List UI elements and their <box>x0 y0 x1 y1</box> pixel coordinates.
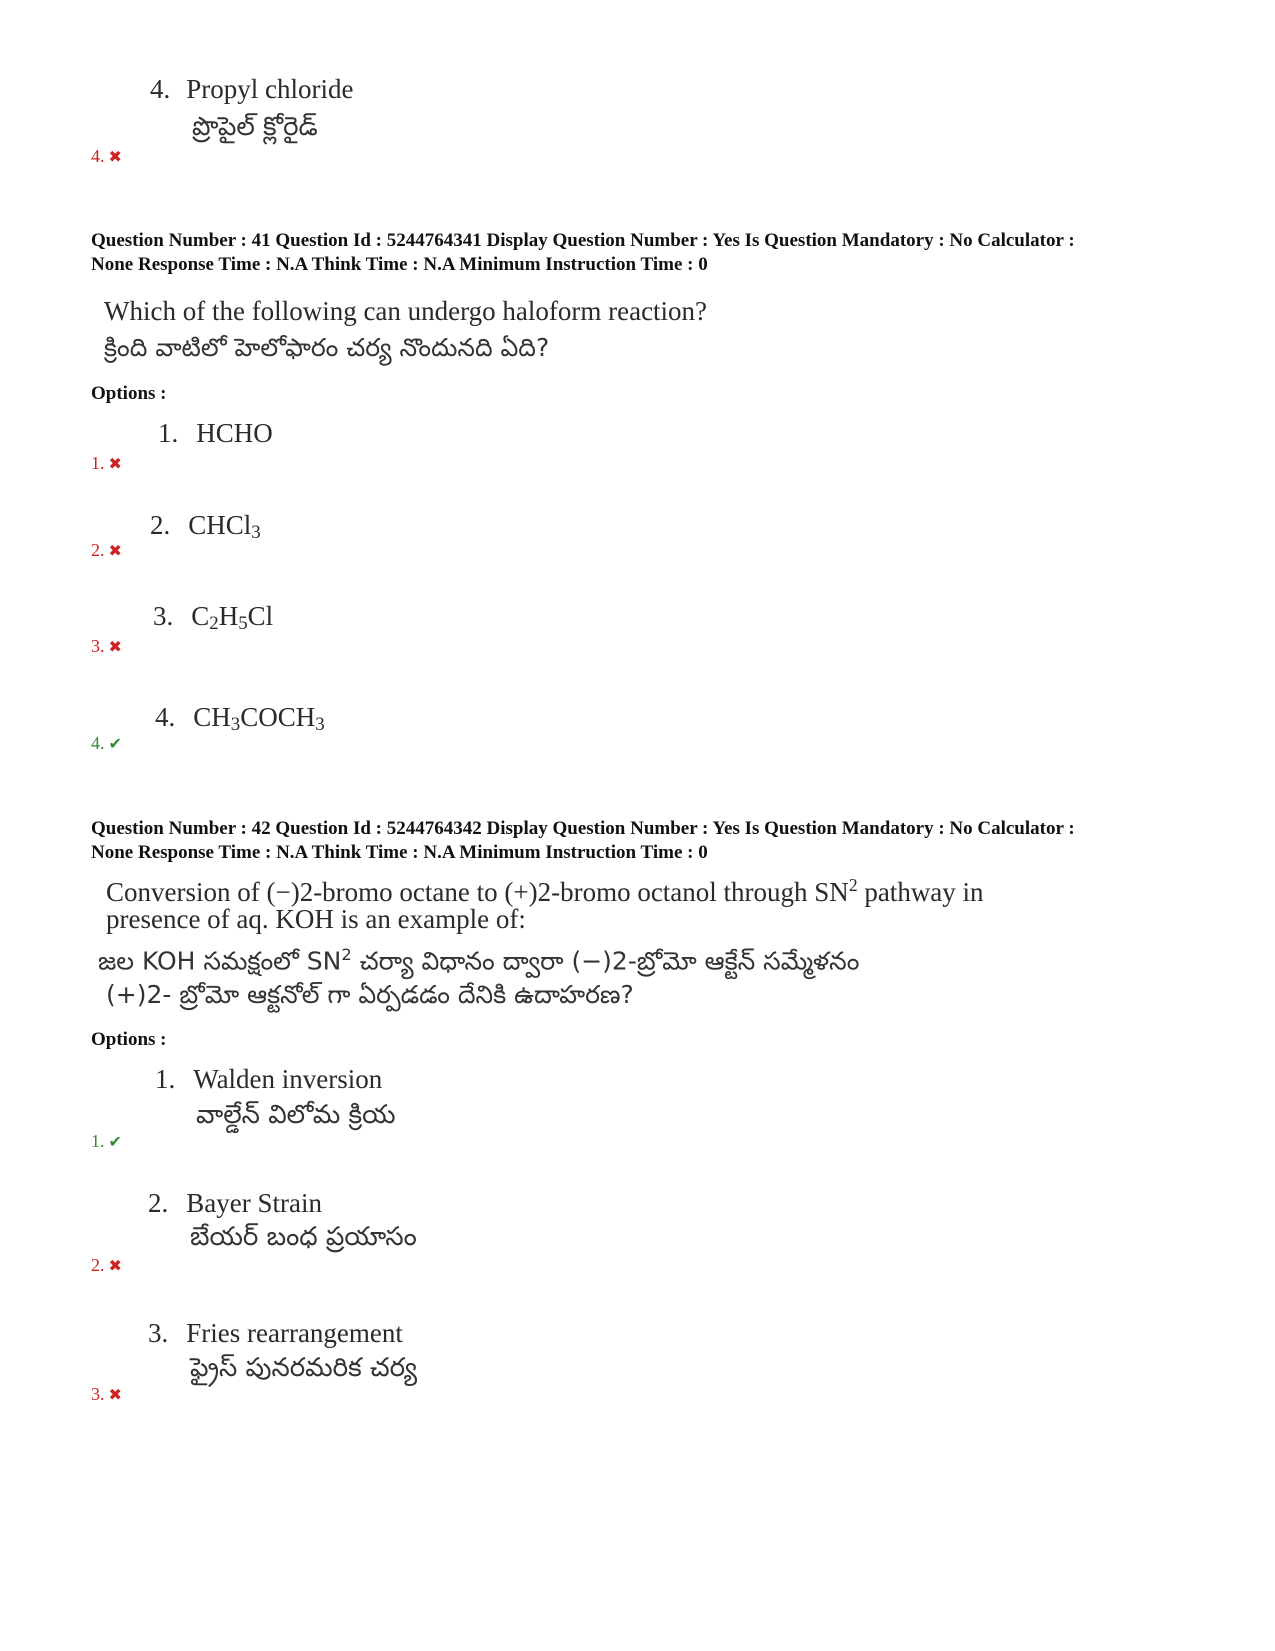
question-text-part: Conversion of (−)2-bromo octane to (+)2-bromo octanol through SN <box>106 877 849 907</box>
formula-subscript: 5 <box>238 613 248 634</box>
option-formula <box>188 510 261 543</box>
wrong-icon: ✖ <box>108 149 122 166</box>
question-meta <box>91 229 1201 277</box>
question-text-part: చర్యా విధానం ద్వారా (−)2-బ్రోమో ఆక్టేన్ సమ్మేళనం <box>351 946 860 976</box>
option-number: 1. <box>158 418 179 448</box>
option-number: 3. <box>148 1318 169 1348</box>
mark-label: 1. <box>91 453 105 473</box>
wrong-icon: ✖ <box>108 1387 122 1404</box>
option-text-te: బేయర్ బంధ ప్రయాసం <box>190 1222 417 1252</box>
mark-label: 3. <box>91 636 105 656</box>
option-mark <box>91 146 122 167</box>
meta-line-2: None Response Time : N.A Think Time : N.A Minimum Instruction Time : 0 <box>91 842 708 863</box>
option-3[interactable] <box>153 601 273 635</box>
formula-subscript: 3 <box>251 522 261 543</box>
option-number: 2. <box>150 510 171 540</box>
wrong-icon: ✖ <box>108 543 122 560</box>
option-mark <box>91 540 122 561</box>
option-formula <box>193 702 325 735</box>
option-text-en: Propyl chloride <box>186 74 354 104</box>
wrong-icon: ✖ <box>108 1258 122 1275</box>
option-number: 3. <box>153 601 174 631</box>
mark-label: 2. <box>91 1255 105 1275</box>
option-mark <box>91 1255 122 1276</box>
mark-label: 4. <box>91 733 105 753</box>
meta-line-2: None Response Time : N.A Think Time : N.A Minimum Instruction Time : 0 <box>91 254 708 275</box>
option-number: 1. <box>155 1064 176 1094</box>
option-formula <box>196 418 273 448</box>
formula-part: CHCl <box>188 510 252 540</box>
options-label: Options : <box>91 1029 167 1050</box>
wrong-icon: ✖ <box>108 456 122 473</box>
option-text-te: ప్రొపైల్ క్లోరైడ్ <box>192 112 318 142</box>
question-meta <box>91 817 1201 865</box>
question-text-te: క్రింది వాటిలో హెలోఫారం చర్య నొందునది ఏది? <box>104 333 550 362</box>
formula-subscript: 3 <box>315 714 325 735</box>
option-3[interactable] <box>148 1318 403 1349</box>
mark-label: 1. <box>91 1131 105 1151</box>
formula-part: H <box>218 601 239 631</box>
question-text-part: జల KOH సమక్షంలో SN <box>98 946 342 976</box>
formula-part: Cl <box>247 601 274 631</box>
option-mark <box>91 733 122 754</box>
option-mark <box>91 1131 122 1152</box>
question-text-en: Which of the following can undergo haloform reaction? <box>104 296 708 326</box>
option-text-en: Fries rearrangement <box>186 1318 403 1348</box>
option-2[interactable] <box>150 510 261 544</box>
wrong-icon: ✖ <box>108 639 122 656</box>
meta-line-1: Question Number : 42 Question Id : 5244764342 Display Question Number : Yes Is Question Mandatory : No Calculator : <box>91 818 1075 839</box>
option-4[interactable] <box>155 702 325 736</box>
question-text-te-line2: (+)2- బ్రోమో ఆక్టనోల్ గా ఏర్పడడం దేనికి ఉదాహరణ? <box>106 980 634 1009</box>
formula-subscript: 2 <box>209 613 219 634</box>
formula-part: C <box>191 601 210 631</box>
option-text-en: Bayer Strain <box>186 1188 322 1218</box>
prev-option-4 <box>150 74 353 105</box>
option-number: 2. <box>148 1188 169 1218</box>
formula-subscript: 3 <box>230 714 241 735</box>
formula-part: HCHO <box>196 418 273 448</box>
options-label: Options : <box>91 383 167 404</box>
option-1[interactable] <box>155 1064 382 1095</box>
option-formula <box>191 601 274 634</box>
superscript: 2 <box>341 945 352 964</box>
formula-part: CH <box>193 702 231 732</box>
option-1[interactable] <box>158 418 273 449</box>
option-mark <box>91 636 122 657</box>
option-number: 4. <box>155 702 176 732</box>
check-icon: ✔ <box>108 736 122 753</box>
option-text-te: ఫ్రైస్ పునరమరిక చర్య <box>190 1353 417 1383</box>
mark-label: 3. <box>91 1384 105 1404</box>
mark-label: 2. <box>91 540 105 560</box>
question-text-en-line2: presence of aq. KOH is an example of: <box>106 904 526 934</box>
formula-part: COCH <box>240 702 316 732</box>
option-text-te: వాల్డేన్ విలోమ క్రియ <box>196 1100 396 1130</box>
option-text-en: Walden inversion <box>193 1064 383 1094</box>
question-text-part: pathway in <box>857 877 984 907</box>
meta-line-1: Question Number : 41 Question Id : 5244764341 Display Question Number : Yes Is Question Mandatory : No Calculator : <box>91 230 1075 251</box>
option-2[interactable] <box>148 1188 322 1219</box>
superscript: 2 <box>848 875 858 895</box>
mark-label: 4. <box>91 146 105 166</box>
check-icon: ✔ <box>108 1134 122 1151</box>
option-number: 4. <box>150 74 171 104</box>
option-mark <box>91 453 122 474</box>
option-mark <box>91 1384 122 1405</box>
